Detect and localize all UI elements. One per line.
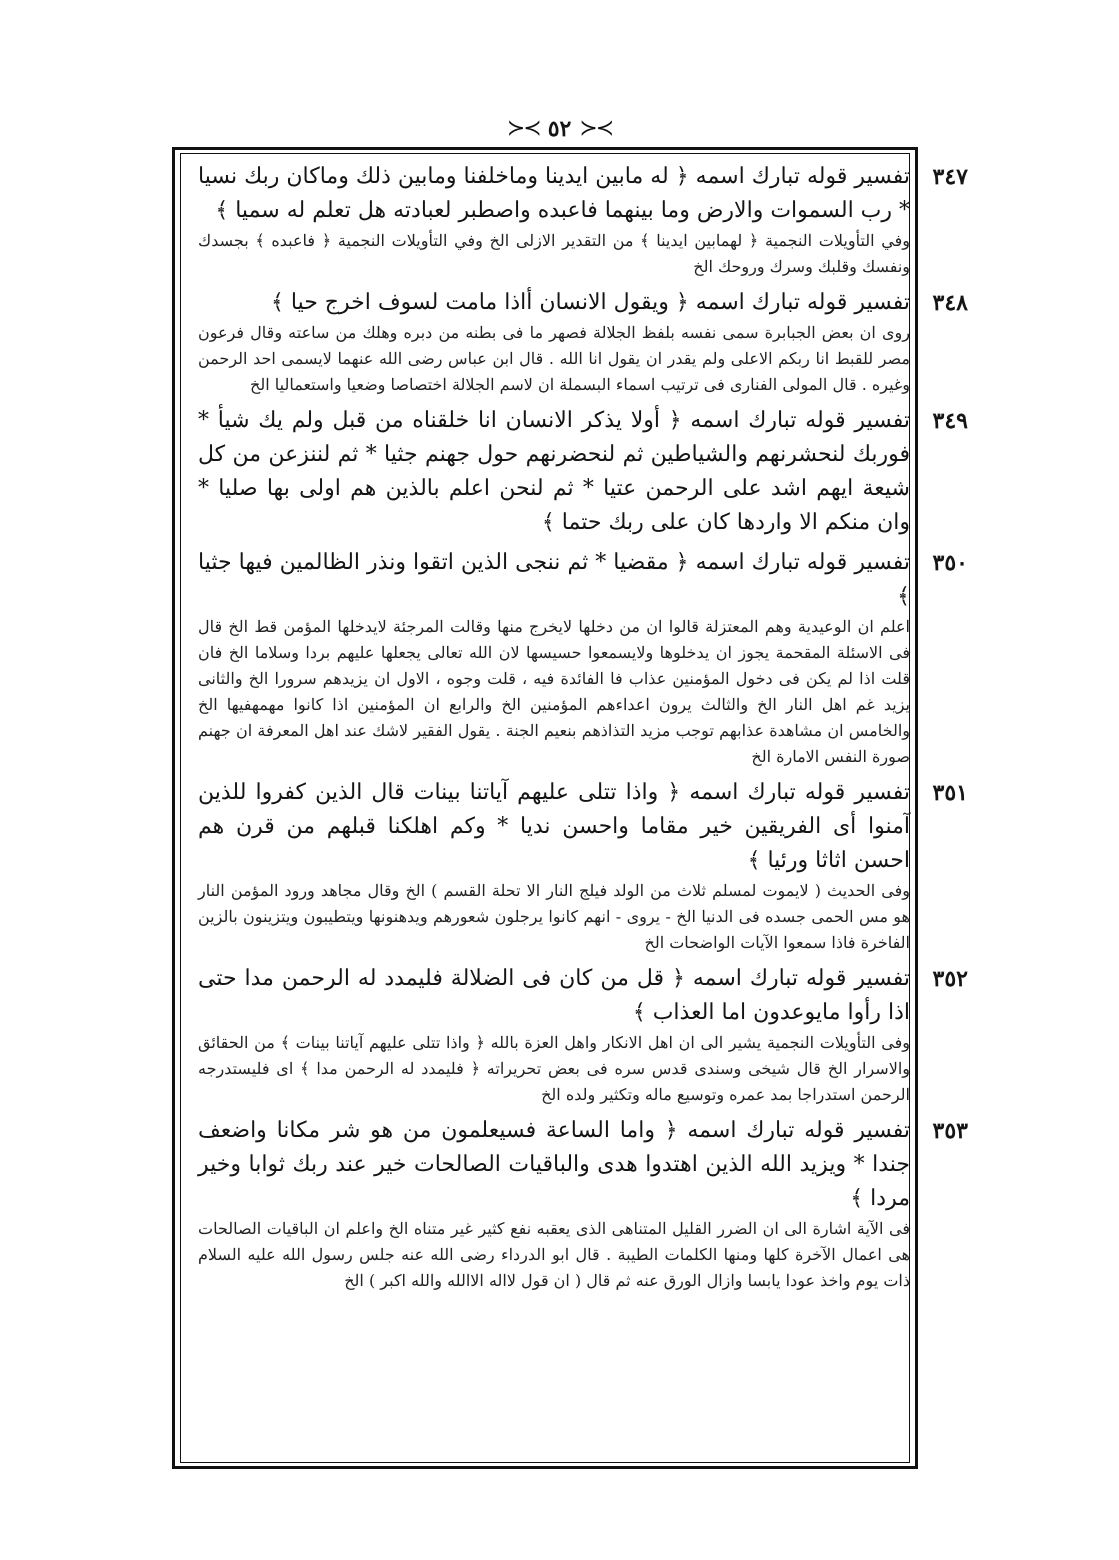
entry-commentary: اعلم ان الوعيدية وهم المعتزلة قالوا ان من دخلها لايخرج منها وقالت المرجئة لايدخلها المؤمن قط الخ قال فى الاسئلة المقحمة يجوز ان يدخلوها ولايسمعوا حسيسها لان الله تعالى يجعلها عليهم بردا وسلاما الخ فان قلت اذا لم يكن فى دخول المؤمنين عذاب فا الفائدة فيه ، قلت وجوه ، الاول ان يزيدهم سرورا الخ والثانى يزيد غم اهل النار الخ والثالث يرون اعداءهم المؤمنين الخ والرابع ان المؤمنين اذا كانوا مهمهفيها الخ والخامس ان مشاهدة عذابهم توجب مزيد التذاذهم بنعيم الجنة . يقول الفقير لاشك عند اهل المعرفة ان جهنم صورة النفس الامارة الخ <box>198 617 910 766</box>
page-content <box>190 160 968 1460</box>
entry-number: ٣٥٣ <box>932 1118 968 1144</box>
entry-350 <box>190 546 968 770</box>
entry-commentary: روى ان بعض الجبابرة سمى نفسه بلفظ الجلالة فصهر ما فى بطنه من دبره وهلك من ساعته وقال فرعون مصر للقبط انا ربكم الاعلى ولم يقدر ان يقول انا الله . قال ابن عباس رضى الله عنهما لايسمى احد الرحمن وغيره . قال المولى الفنارى فى ترتيب اسماء البسملة ان لاسم الجلالة اختصاصا وضعيا واستعماليا الخ <box>198 323 911 394</box>
entry-heading <box>190 1114 968 1216</box>
entry-heading <box>190 160 968 228</box>
entry-number: ٣٥٢ <box>932 966 968 992</box>
page-number: ٥٢ <box>547 116 572 142</box>
entry-heading <box>190 962 968 1030</box>
entry-heading-text: تفسير قوله تبارك اسمه ﴿ ويقول الانسان أاذا مامت لسوف اخرج حيا ﴾ <box>270 290 910 315</box>
entry-number: ٣٤٧ <box>932 164 968 190</box>
entry-commentary: وفي التأويلات النجمية ﴿ لهمابين ايدينا ﴾ من التقدير الازلى الخ وفي التأويلات النجمية ﴿ فاعبده ﴾ بجسدك ونفسك وقلبك وسرك وروحك الخ <box>198 231 910 276</box>
entry-commentary: وفى التأويلات النجمية يشير الى ان اهل الانكار واهل العزة بالله ﴿ واذا تتلى عليهم آياتنا بينات ﴾ من الحقائق والاسرار الخ قال شيخى وسندى قدس سره فى بعض تحريراته ﴿ فليمدد له الرحمن مدا ﴾ اى فليستدرجه الرحمن استدراجا بمد عمره وتوسيع ماله وتكثير ولده الخ <box>198 1033 910 1104</box>
entry-commentary: وفى الحديث ( لايموت لمسلم ثلاث من الولد فيلج النار الا تحلة القسم ) الخ وقال مجاهد ورود المؤمن النار هو مس الحمى جسده فى الدنيا الخ - يروى - انهم كانوا يرجلون شعورهم ويدهنونها ويتطيبون ويتزينون بالزين الفاخرة فاذا سمعوا الآيات الواضحات الخ <box>198 881 910 952</box>
entry-heading <box>190 776 968 878</box>
entry-heading-text: تفسير قوله تبارك اسمه ﴿ له مابين ايدينا وماخلفنا ومابين ذلك وماكان ربك نسيا * رب السموات والارض وما بينهما فاعبده واصطبر لعبادته هل تعلم له سميا ﴾ <box>198 164 910 223</box>
entry-number: ٣٤٨ <box>932 290 968 316</box>
page-header <box>0 112 1119 146</box>
ornament-right-icon: ≻≺ <box>579 116 613 141</box>
entry-347 <box>190 160 968 280</box>
entry-352 <box>190 962 968 1108</box>
entry-number: ٣٤٩ <box>932 408 968 434</box>
entry-heading-text: تفسير قوله تبارك اسمه ﴿ مقضيا * ثم ننجى الذين اتقوا ونذر الظالمين فيها جثيا ﴾ <box>198 550 910 609</box>
entry-351 <box>190 776 968 956</box>
entry-heading <box>190 546 968 614</box>
entry-349 <box>190 404 968 540</box>
entry-heading-text: تفسير قوله تبارك اسمه ﴿ واما الساعة فسيعلمون من هو شر مكانا واضعف جندا * ويزيد الله الذين اهتدوا هدى والباقيات الصالحات خير عند ربك ثوابا وخير مردا ﴾ <box>198 1118 910 1211</box>
entry-heading <box>190 404 968 540</box>
entry-number: ٣٥٠ <box>932 550 968 576</box>
entry-heading-text: تفسير قوله تبارك اسمه ﴿ واذا تتلى عليهم آياتنا بينات قال الذين كفروا للذين آمنوا أى الفريقين خير مقاما واحسن نديا * وكم اهلكنا قبلهم من قرن هم احسن اثاثا ورئيا ﴾ <box>198 780 910 873</box>
entry-number: ٣٥١ <box>932 780 968 806</box>
ornament-left-icon: ≻≺ <box>506 116 540 141</box>
entry-heading-text: تفسير قوله تبارك اسمه ﴿ أولا يذكر الانسان انا خلقناه من قبل ولم يك شيأ * فوربك لنحشرنهم والشياطين ثم لنحضرنهم حول جهنم جثيا * ثم لننزعن من كل شيعة ايهم اشد على الرحمن عتيا * ثم لنحن اعلم بالذين هم اولى بها صليا * وان منكم الا واردها كان على ربك حتما ﴾ <box>198 408 910 535</box>
entry-348 <box>190 286 968 398</box>
entry-heading-text: تفسير قوله تبارك اسمه ﴿ قل من كان فى الضلالة فليمدد له الرحمن مدا حتى اذا رأوا مايوعدون اما العذاب ﴾ <box>198 966 910 1025</box>
entry-353 <box>190 1114 968 1294</box>
entry-heading <box>190 286 968 320</box>
entry-commentary: فى الآية اشارة الى ان الضرر القليل المتناهى الذى يعقبه نفع كثير غير متناه الخ واعلم ان الباقيات الصالحات هى اعمال الآخرة كلها ومنها الكلمات الطيبة . قال ابو الدرداء رضى الله عنه جلس رسول الله عليه السلام ذات يوم واخذ عودا يابسا وازال الورق عنه ثم قال ( ان قول لااله الاالله والله اكبر ) الخ <box>198 1219 910 1290</box>
